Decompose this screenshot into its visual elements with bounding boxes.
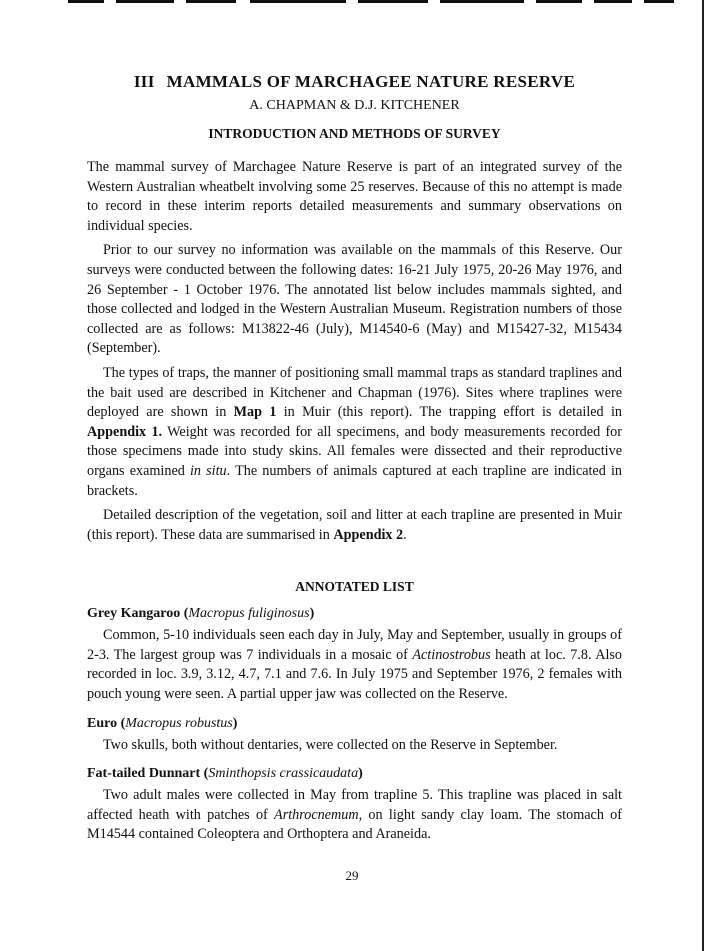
species-heading: Euro (Macropus robustus) — [87, 715, 238, 731]
species-text: Two skulls, both without dentaries, were collected on the Reserve in September. — [103, 736, 558, 753]
intro-paragraph-3: The types of traps, the manner of positioning small mammal traps as standard traplines and the bait used are described in Kitchener and Chapman (1976). Sites where traplines were deployed are shown in Map 1 in Muir (this report). The trapping effort is detailed in Appendix 1. Weight was recorded for all specimens, and body measurements recorded for those specimens made into study skins. All females were dissected and their reproductive organs examined in situ. The numbers of animals captured at each trapline are indicated in brackets. — [87, 364, 623, 499]
appendix-reference: Appendix 1. — [87, 423, 163, 440]
intro-paragraph-4: Detailed description of the vegetation, soil and litter at each trapline are presented in Muir (this report). These data are summarised in Appendix 2. — [87, 507, 622, 543]
species-text: Common, 5-10 individuals seen each day in July, May and September, usually in groups of 2-3. The largest group was 7 individuals in a mosaic of Actinostrobus heath at loc. 7.8. Also recorded in loc. 3.9, 3.12, 4.7, 7.1 and 7.6. In July 1975 and September 1976, 2 females with pouch young were seen. A partial upper jaw was collected on the Reserve. — [87, 627, 622, 703]
authors: A. CHAPMAN & D.J. KITCHENER — [249, 98, 460, 113]
chapter-title — [87, 72, 622, 92]
page-content — [87, 72, 622, 845]
map-reference: Map 1 — [233, 404, 277, 421]
intro-paragraph-1: The mammal survey of Marchagee Nature Reserve is part of an integrated survey of the Western Australian wheatbelt involving some 25 reserves. Because of this no attempt is made to record in these interim reports detailed measurements and summary observations on individual species. — [87, 159, 622, 234]
appendix-reference: Appendix 2 — [333, 526, 404, 543]
chapter-number: III — [133, 72, 155, 91]
species-heading: Fat-tailed Dunnart (Sminthopsis crassicaudata) — [87, 766, 363, 782]
species-text: Two adult males were collected in May from trapline 5. This trapline was placed in salt affected heath with patches of Arthrocnemum, on light sandy clay loam. The stomach of M14544 contained Coleoptera and Orthoptera and Araneida. — [87, 787, 622, 843]
intro-paragraph-2: Prior to our survey no information was available on the mammals of this Reserve. Our surveys were conducted between the following dates: 16-21 July 1975, 20-26 May 1976, and 26 September - 1 October 1976. The annotated list below includes mammals sighted, and those collected and lodged in the Western Australian Museum. Registration numbers of those collected are as follows: M13822-46 (July), M14540-6 (May) and M15427-32, M15434 (September). — [87, 242, 622, 357]
page-number: 29 — [345, 868, 359, 883]
section-heading: INTRODUCTION AND METHODS OF SURVEY — [208, 126, 501, 141]
scan-top-edge — [0, 0, 704, 4]
chapter-title-text: MAMMALS OF MARCHAGEE NATURE RESERVE — [166, 72, 576, 91]
species-heading: Grey Kangaroo (Macropus fuliginosus) — [87, 606, 315, 622]
annotated-list-heading: ANNOTATED LIST — [295, 579, 414, 595]
